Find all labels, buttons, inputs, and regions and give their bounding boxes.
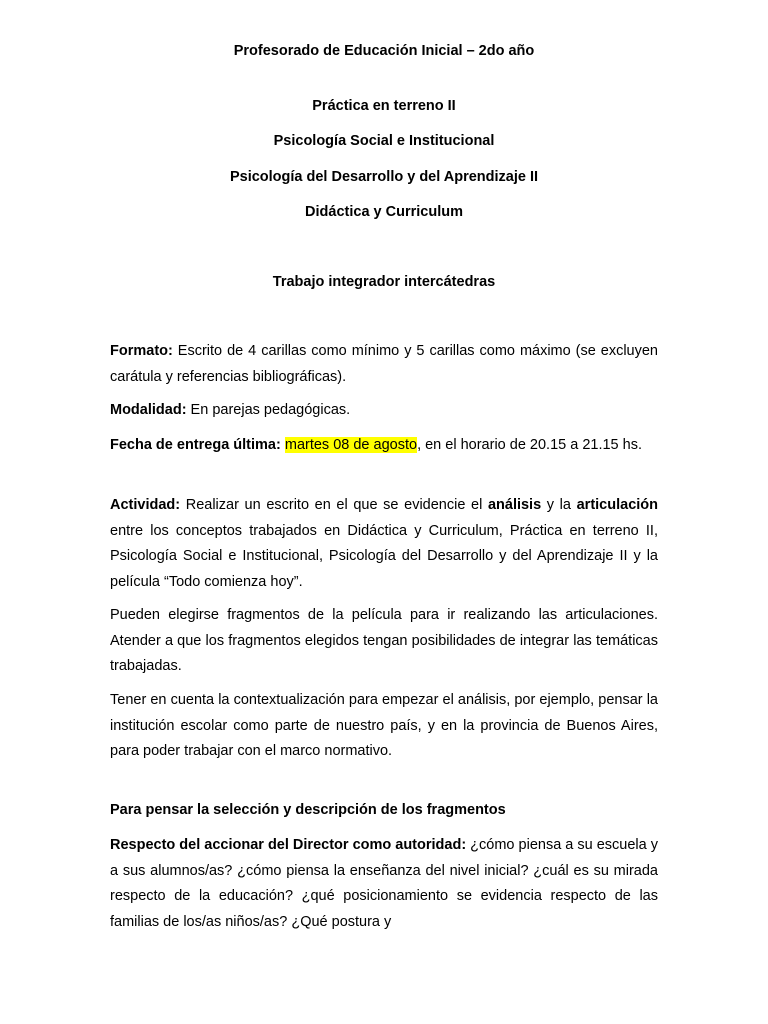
modalidad-paragraph [110,398,658,424]
actividad-bold-analisis: análisis [487,497,542,513]
fragmentos-paragraph: Pueden elegirse fragmentos de la película para ir realizando las articulaciones. Atender a que los fragmentos elegidos tengan posibilidades de integrar las temáticas trabajadas. [110,607,658,674]
fecha-text: , en el horario de 20.15 a 21.15 hs. [417,437,642,453]
director-text: ¿cómo piensa a su escuela y a sus alumnos/as? ¿cómo piensa la enseñanza del nivel inicial? ¿cuál es su mirada respecto de la educación? ¿qué posicionamiento se evidencia respecto de las familias de los/as niños/as? ¿Qué postura y [110,837,658,930]
actividad-paragraph [110,493,658,595]
header-subject-psicologia-desarrollo: Psicología del Desarrollo y del Aprendizaje II [229,169,539,185]
modalidad-text: En parejas pedagógicas. [186,402,351,418]
actividad-bold-articulacion: articulación [576,497,658,513]
header-subject-didactica: Didáctica y Curriculum [305,204,463,220]
actividad-label: Actividad: [110,497,181,513]
director-paragraph [110,833,658,935]
fecha-label: Fecha de entrega última: [110,437,281,453]
director-label: Respecto del accionar del Director como autoridad: [110,837,467,853]
fecha-paragraph [110,433,658,459]
header-subject-practica: Práctica en terreno II [312,98,456,114]
actividad-text-1: Realizar un escrito en el que se evidencie el [180,497,488,513]
document-title: Trabajo integrador intercátedras [272,274,496,290]
actividad-text-2: y la [541,497,577,513]
actividad-text-3: entre los conceptos trabajados en Didáctica y Curriculum, Práctica en terreno II, Psicología Social e Institucional, Psicología del Desarrollo y del Aprendizaje II y la película “Todo comienza hoy”. [110,522,658,590]
formato-label: Formato: [110,343,173,359]
fecha-highlight: martes 08 de agosto [284,437,418,453]
contexto-paragraph: Tener en cuenta la contextualización para empezar el análisis, por ejemplo, pensar la institución escolar como parte de nuestro país, y en la provincia de Buenos Aires, para poder trabajar con el marco normativo. [110,692,658,759]
formato-text: Escrito de 4 carillas como mínimo y 5 carillas como máximo (se excluyen carátula y referencias bibliográficas). [110,343,658,385]
header-program: Profesorado de Educación Inicial – 2do año [233,43,535,59]
modalidad-label: Modalidad: [110,402,187,418]
formato-paragraph [110,339,658,390]
header-subject-psicologia-social: Psicología Social e Institucional [273,133,495,149]
section-heading: Para pensar la selección y descripción de los fragmentos [110,802,506,818]
